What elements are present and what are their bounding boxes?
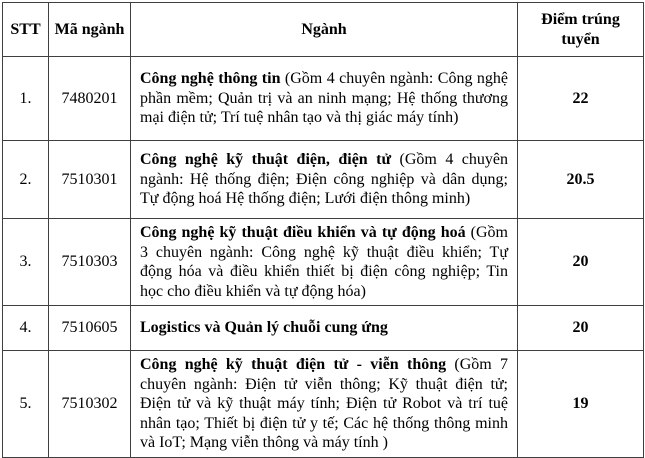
score-cell: 22 — [518, 57, 644, 141]
score-cell: 19 — [518, 351, 644, 458]
header-row — [3, 3, 644, 57]
stt-cell: 4. — [3, 306, 49, 351]
table-row — [3, 141, 644, 219]
major-name: Logistics và Quản lý chuỗi cung ứng — [140, 319, 388, 337]
major-code-cell: 7510301 — [49, 141, 131, 219]
stt-cell: 1. — [3, 57, 49, 141]
admission-score-table — [2, 2, 644, 458]
major-name: Công nghệ kỹ thuật điện, điện tử — [140, 151, 392, 169]
major-cell — [131, 306, 518, 351]
header-cell-major: Ngành — [131, 3, 518, 57]
header-cell-score: Điểm trúng tuyển — [518, 3, 644, 57]
major-code-cell: 7510605 — [49, 306, 131, 351]
major-code-cell: 7510302 — [49, 351, 131, 458]
score-cell: 20 — [518, 219, 644, 306]
table-row — [3, 219, 644, 306]
stt-cell: 3. — [3, 219, 49, 306]
header-cell-major-code: Mã ngành — [49, 3, 131, 57]
major-detail: (Gồm 4 chuyên ngành: Công nghệ phần mềm; Quản trị và an ninh mạng; Hệ thống thương mại điện tử; Trí tuệ nhân tạo và thị giác máy tính) — [140, 70, 508, 127]
major-code-cell: 7510303 — [49, 219, 131, 306]
major-cell — [131, 351, 518, 458]
major-name: Công nghệ kỹ thuật điện tử - viễn thông — [140, 356, 447, 373]
table-row — [3, 306, 644, 351]
score-cell: 20.5 — [518, 141, 644, 219]
table-row — [3, 57, 644, 141]
major-detail: (Gồm 4 chuyên ngành: Hệ thống điện; Điện công nghiệp và dân dụng; Tự động hoá Hệ thống điện; Lưới điện thông minh) — [140, 151, 509, 208]
table-row — [3, 351, 644, 458]
major-name: Công nghệ thông tin — [140, 70, 281, 88]
major-detail: (Gồm 7 chuyên ngành: Điện tử viễn thông; Kỹ thuật điện tử; Điện tử và kỹ thuật máy tính; Điện tử Robot và trí tuệ nhân tạo; Thiết bị điện tử y tế; Các hệ thống thông minh và IoT; Mạng viễn thông và máy tính ) — [140, 356, 509, 451]
major-cell — [131, 219, 518, 306]
major-code-cell: 7480201 — [49, 57, 131, 141]
score-cell: 20 — [518, 306, 644, 351]
major-detail: (Gồm 3 chuyên ngành: Công nghệ kỹ thuật điều khiển; Tự động hóa và điều khiển thiết bị điện công nghiệp; Tin học cho điều khiển và tự động hóa) — [140, 224, 508, 300]
stt-cell: 2. — [3, 141, 49, 219]
header-cell-stt: STT — [3, 3, 49, 57]
major-cell — [131, 141, 518, 219]
major-cell — [131, 57, 518, 141]
major-name: Công nghệ kỹ thuật điều khiển và tự động hoá — [140, 224, 466, 241]
stt-cell: 5. — [3, 351, 49, 458]
